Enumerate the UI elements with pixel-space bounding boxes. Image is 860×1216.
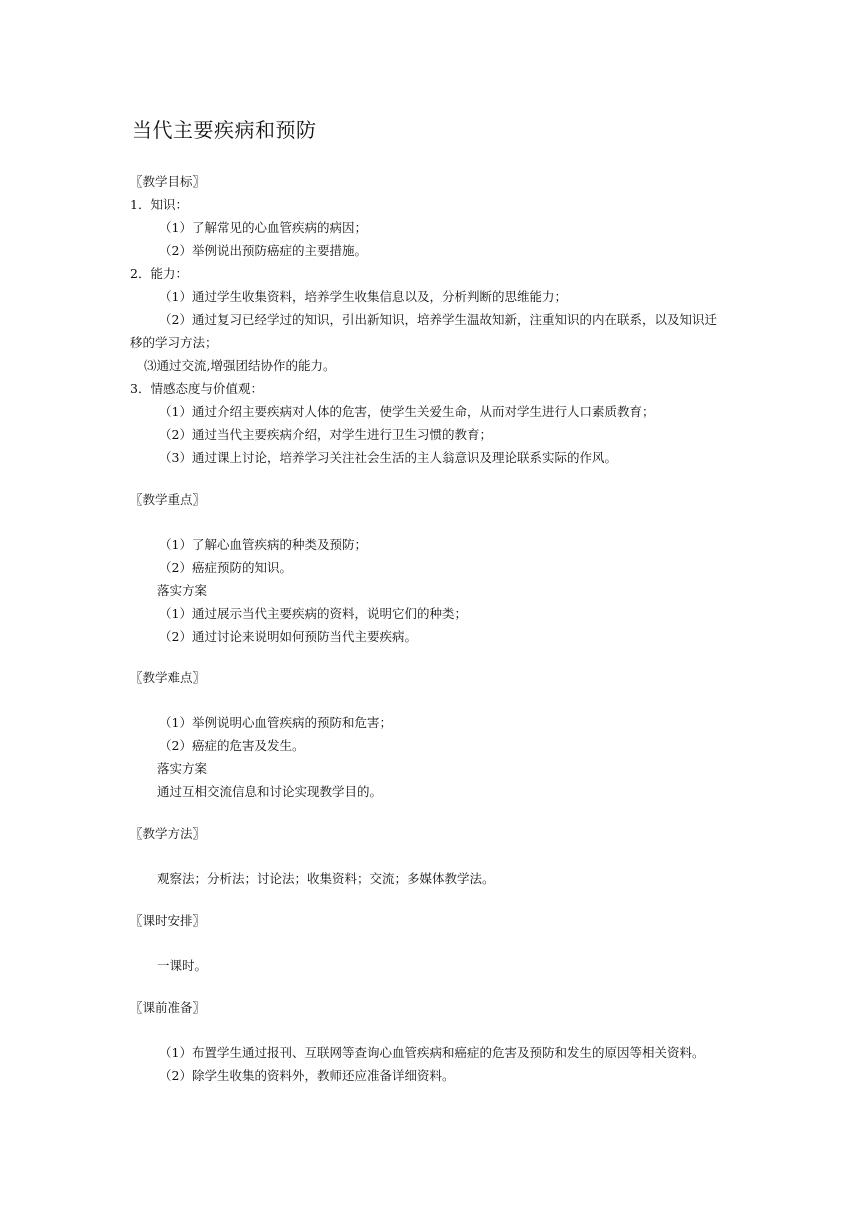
objective-attitude-item: （2）通过当代主要疾病介绍，对学生进行卫生习惯的教育；: [159, 427, 492, 442]
objective-ability-item: （1）通过学生收集资料，培养学生收集信息以及，分析判断的思维能力；: [159, 289, 567, 304]
objective-ability-item-continued: 移的学习方法；: [130, 335, 218, 350]
key-point-item: （2）癌症预防的知识。: [159, 560, 292, 575]
section-heading-objectives: 〖教学目标〗: [130, 174, 206, 189]
difficulty-item: （2）癌症的危害及发生。: [159, 738, 305, 753]
difficulty-item: （1）举例说明心血管疾病的预防和危害；: [159, 715, 392, 730]
objective-attitude-item: （1）通过介绍主要疾病对人体的危害，使学生关爱生命，从而对学生进行人口素质教育；: [159, 404, 655, 419]
section-heading-methods: 〖教学方法〗: [130, 826, 206, 841]
difficulties-plan-label: 落实方案: [157, 761, 208, 776]
methods-text: 观察法；分析法；讨论法；收集资料；交流；多媒体教学法。: [157, 871, 495, 886]
schedule-text: 一课时。: [157, 958, 208, 973]
document-title: 当代主要疾病和预防: [132, 118, 317, 142]
section-heading-preparation: 〖课前准备〗: [130, 1000, 206, 1015]
objective-knowledge-label: 1．知识：: [130, 197, 188, 212]
objective-ability-item: ⑶通过交流,增强团结协作的能力。: [144, 358, 336, 373]
difficulties-plan-text: 通过互相交流信息和讨论实现教学目的。: [157, 784, 383, 799]
key-points-plan-item: （1）通过展示当代主要疾病的资料，说明它们的种类；: [159, 606, 467, 621]
objective-knowledge-item: （2）举例说出预防癌症的主要措施。: [159, 243, 367, 258]
objective-ability-label: 2．能力：: [130, 266, 188, 281]
objective-attitude-item: （3）通过课上讨论，培养学习关注社会生活的主人翁意识及理论联系实际的作风。: [159, 450, 617, 465]
objective-knowledge-item: （1）了解常见的心血管疾病的病因；: [159, 220, 367, 235]
section-heading-schedule: 〖课时安排〗: [130, 913, 206, 928]
preparation-item: （1）布置学生通过报刊、互联网等查询心血管疾病和癌症的危害及预防和发生的原因等相关资料。: [159, 1045, 705, 1060]
key-points-plan-label: 落实方案: [157, 583, 208, 598]
section-heading-difficulties: 〖教学难点〗: [130, 670, 206, 685]
key-points-plan-item: （2）通过讨论来说明如何预防当代主要疾病。: [159, 629, 417, 644]
key-point-item: （1）了解心血管疾病的种类及预防；: [159, 537, 367, 552]
preparation-item: （2）除学生收集的资料外，教师还应准备详细资料。: [159, 1068, 455, 1083]
section-heading-key-points: 〖教学重点〗: [130, 492, 206, 507]
objective-ability-item: （2）通过复习已经学过的知识，引出新知识，培养学生温故知新，注重知识的内在联系，以及知识迁: [159, 312, 717, 327]
objective-attitude-label: 3．情感态度与价值观：: [130, 381, 263, 396]
